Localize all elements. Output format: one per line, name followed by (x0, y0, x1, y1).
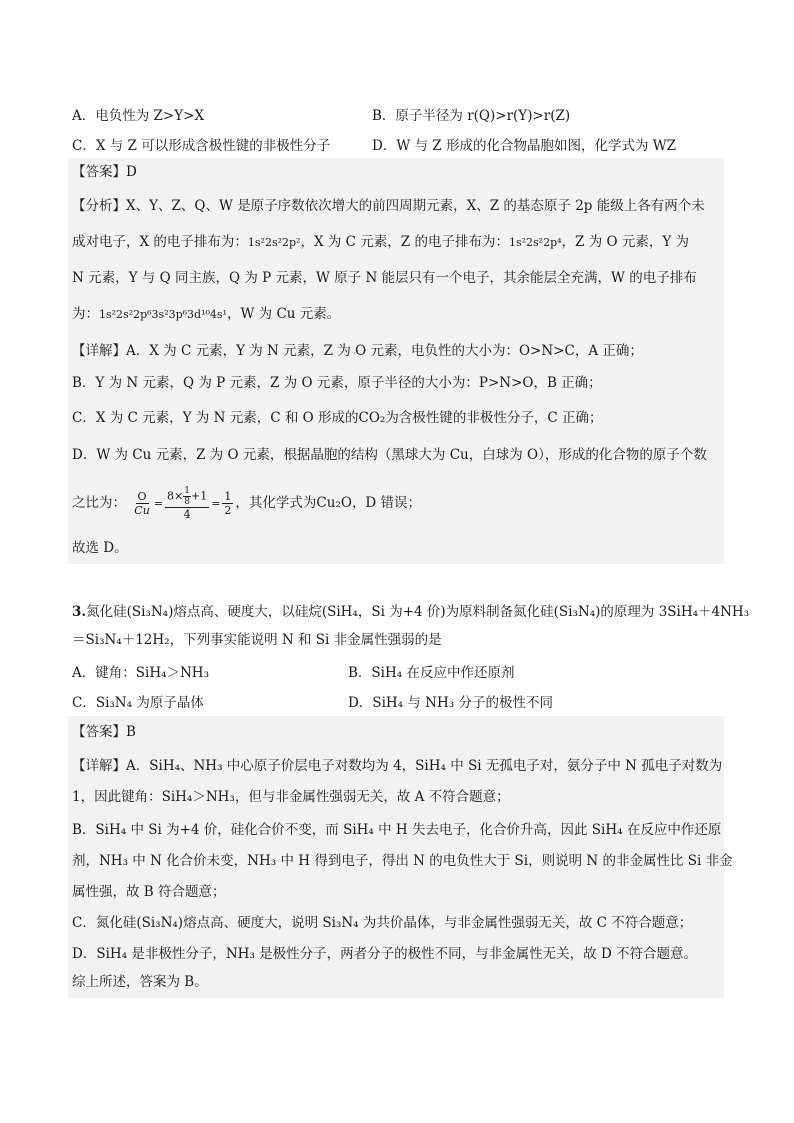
text: 1 (224, 490, 232, 503)
q2-detail-line-4: D．W 为 Cu 元素，Z 为 O 元素，根据晶胞的结构（黑球大为 Cu，白球为 O），形成的化合物的原子个数 (72, 447, 707, 463)
q2-analysis-line-3: N 元素，Y 与 Q 同主族，Q 为 P 元素，W 原子 N 能层只有一个电子，其余能层全充满，W 的电子排布 (72, 270, 697, 286)
text: ，D 错误； (351, 495, 422, 511)
one-eighth (183, 486, 191, 507)
text: 1 (184, 486, 190, 496)
q3-detail-line-7: D．SiH₄ 是非极性分子，NH₃ 是极性分子，两者分子的极性不同，与非金属性无关，故 D 不符合题意。 (72, 946, 698, 962)
text: 为含极性键的非极性分子，C 正确； (385, 410, 603, 426)
half-fraction (222, 490, 233, 517)
q2-detail-line-2: B．Y 为 N 元素，Q 为 P 元素，Z 为 O 元素，原子半径的大小为：P>N>O，B 正确； (72, 375, 602, 391)
q2-option-c: C．X 与 Z 可以形成含极性键的非极性分子 (72, 138, 331, 154)
q3-conclusion: 综上所述，答案为 B。 (72, 974, 208, 990)
text: C．X 为 C 元素，Y 为 N 元素，C 和 O 形成的 (72, 410, 359, 426)
q3-detail-line-2: 1，因此键角：SiH₄＞NH₃，但与非金属性强弱无关，故 A 不符合题意； (72, 789, 510, 805)
electron-config-c: 1s²2s²2p² (247, 236, 301, 249)
q3-option-c: C．Si₃N₄ 为原子晶体 (72, 695, 204, 711)
count-numerator (165, 486, 209, 508)
text: 成对电子，X 的电子排布为： (72, 234, 248, 250)
q3-options-row-2 (72, 691, 732, 713)
q3-answer: 【答案】B (72, 724, 136, 740)
formula-co2: CO₂ (358, 410, 386, 426)
q3-detail-line-3: B．SiH₄ 中 Si 为+4 价，硅化合价不变，而 SiH₄ 中 H 失去电子，化合价升高，因此 SiH₄ 在反应中作还原 (72, 822, 722, 838)
formula-cu2o: Cu₂O (316, 495, 352, 511)
q3-stem-line-2: ＝Si₃N₄＋12H₂，下列事实能说明 N 和 Si 非金属性强弱的是 (72, 632, 442, 648)
count-denominator: 4 (183, 508, 191, 521)
text: ，其化学式为 (235, 495, 317, 511)
electron-config-o: 1s²2s²2p⁴ (508, 236, 562, 249)
q2-analysis-line-4 (72, 304, 340, 325)
numerator-o: O (137, 490, 147, 503)
q2-conclusion: 故选 D。 (72, 540, 128, 556)
text: ，W 为 Cu 元素。 (226, 306, 341, 322)
q2-options-row-1 (72, 104, 732, 126)
q2-analysis-line-2 (72, 232, 689, 253)
text: 为： (72, 306, 99, 322)
q3-detail-line-5: 属性强，故 B 符合题意； (72, 884, 226, 900)
q3-option-b: B．SiH₄ 在反应中作还原剂 (348, 665, 515, 681)
q3-stem-line-1 (72, 602, 749, 622)
denominator-cu: Cu (134, 504, 150, 517)
equals-sign: = (153, 497, 164, 510)
q3-option-a: A．键角：SiH₄＞NH₃ (72, 665, 209, 681)
q2-option-d: D．W 与 Z 形成的化合物晶胞如图，化学式为 WZ (372, 138, 676, 154)
q3-detail-line-4: 剂，NH₃ 中 N 化合价未变，NH₃ 中 H 得到电子，得出 N 的电负性大于 Si，则说明 N 的非金属性比 Si 非金 (72, 853, 733, 869)
text: 2 (224, 504, 232, 517)
text: 氮化硅(Si₃N₄)熔点高、硬度大，以硅烷(SiH₄，Si 为+4 价)为原料制备氮化硅(Si₃N₄)的原理为 3SiH₄＋4NH₃ (86, 604, 750, 620)
q2-answer: 【答案】D (72, 164, 137, 180)
q3-detail-line-1: 【详解】A．SiH₄、NH₃ 中心原子价层电子对数均为 4，SiH₄ 中 Si 无孤电子对，氨分子中 N 孤电子对数为 (72, 758, 723, 774)
q2-detail-line-1: 【详解】A．X 为 C 元素，Y 为 N 元素，Z 为 O 元素，电负性的大小为：O>N>C，A 正确； (72, 343, 643, 359)
equals-sign: = (211, 497, 221, 510)
q2-option-b: B．原子半径为 r(Q)>r(Y)>r(Z) (372, 108, 571, 124)
q2-detail-line-3 (72, 408, 602, 428)
text: 之比为： (72, 495, 126, 511)
q3-options-row-1 (72, 661, 732, 683)
q3-option-d: D．SiH₄ 与 NH₃ 分子的极性不同 (348, 695, 553, 711)
q2-analysis-line-1: 【分析】X、Y、Z、Q、W 是原子序数依次增大的前四周期元素，X、Z 的基态原子 2p 能级上各有两个未 (72, 198, 705, 214)
text: 8 (184, 497, 190, 507)
text: +1 (190, 489, 208, 503)
q2-options-row-2 (72, 134, 732, 156)
question-number: 3. (72, 604, 87, 620)
text: ，Z 为 O 元素，Y 为 (561, 234, 690, 250)
q2-option-a: A．电负性为 Z>Y>X (72, 108, 205, 124)
text: ，X 为 C 元素，Z 的电子排布为： (300, 234, 509, 250)
count-fraction (165, 486, 209, 521)
q3-detail-line-6: C．氮化硅(Si₃N₄)熔点高、硬度大，说明 Si₃N₄ 为共价晶体，与非金属性强弱无关，故 C 不符合题意； (72, 915, 693, 931)
text: 8× (167, 489, 184, 503)
electron-config-cu: 1s²2s²2p⁶3s²3p⁶3d¹⁰4s¹ (99, 308, 227, 321)
ratio-fraction (132, 490, 152, 517)
q2-detail-line-5 (72, 478, 421, 528)
